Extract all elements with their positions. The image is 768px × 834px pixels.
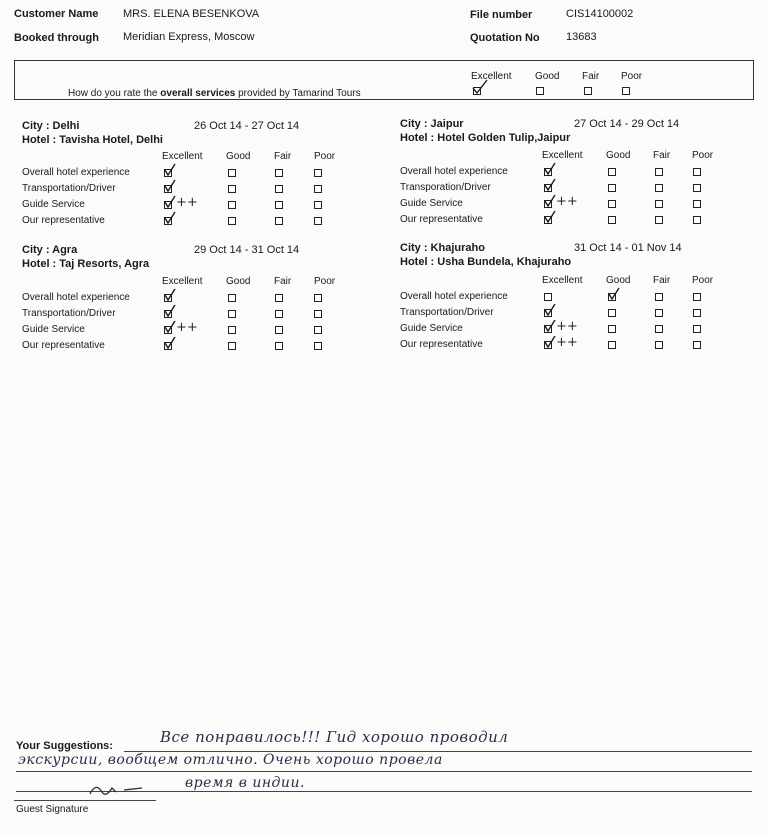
rating-column-fair: Fair	[653, 275, 671, 286]
checkbox-poor[interactable]	[693, 325, 701, 333]
checkbox-fair[interactable]	[275, 185, 283, 193]
suggestions-label: Your Suggestions:	[16, 740, 113, 752]
rating-column-good: Good	[226, 276, 251, 287]
handwritten-plus-note: ++	[556, 319, 578, 334]
checkbox-excellent[interactable]	[164, 342, 172, 350]
rating-column-poor: Poor	[314, 151, 336, 162]
checkbox-good[interactable]	[608, 168, 616, 176]
signature-line	[14, 800, 156, 801]
rating-row-label: Guide Service	[400, 323, 463, 334]
checkbox-good[interactable]	[228, 294, 236, 302]
rating-column-excellent: Excellent	[542, 275, 583, 286]
checkbox-poor[interactable]	[314, 185, 322, 193]
checkbox-excellent[interactable]	[544, 309, 552, 317]
rating-row-label: Transporation/Driver	[400, 182, 491, 193]
overall-services-question	[68, 88, 361, 99]
checkbox-excellent[interactable]	[164, 294, 172, 302]
booked-through-value: Meridian Express, Moscow	[123, 31, 255, 43]
overall-checkbox-fair[interactable]	[584, 87, 592, 95]
checkbox-poor[interactable]	[314, 310, 322, 318]
rating-column-excellent: Excellent	[162, 151, 203, 162]
rating-column-good: Good	[226, 151, 251, 162]
checkbox-poor[interactable]	[693, 184, 701, 192]
city-name: City : Delhi	[22, 120, 80, 132]
handwritten-plus-note: ++	[176, 320, 198, 335]
handwritten-plus-note: ++	[556, 194, 578, 209]
checkbox-excellent[interactable]	[544, 325, 552, 333]
rating-row-label: Overall hotel experience	[22, 292, 130, 303]
rating-row-label: Guide Service	[22, 324, 85, 335]
rating-column-poor: Poor	[692, 275, 714, 286]
rating-column-good: Good	[606, 150, 631, 161]
checkbox-good[interactable]	[608, 309, 616, 317]
file-number-label: File number	[470, 9, 533, 21]
checkbox-good[interactable]	[608, 325, 616, 333]
overall-rating-label-excellent: Excellent	[471, 71, 512, 82]
checkbox-poor[interactable]	[314, 201, 322, 209]
checkbox-excellent[interactable]	[164, 201, 172, 209]
checkbox-poor[interactable]	[693, 168, 701, 176]
checkbox-good[interactable]	[228, 169, 236, 177]
suggestion-line-2	[16, 771, 752, 772]
city-name: City : Agra	[22, 244, 78, 256]
guest-signature-label: Guest Signature	[16, 804, 89, 815]
checkbox-good[interactable]	[228, 310, 236, 318]
city-name: City : Khajuraho	[400, 242, 485, 254]
question-bold: overall services	[160, 88, 236, 99]
checkbox-good[interactable]	[608, 184, 616, 192]
checkbox-poor[interactable]	[693, 309, 701, 317]
file-number-value: CIS14100002	[566, 8, 634, 20]
city-name: City : Jaipur	[400, 118, 464, 130]
rating-row-label: Transportation/Driver	[22, 183, 116, 194]
quotation-no-label: Quotation No	[470, 32, 540, 44]
checkbox-poor[interactable]	[314, 326, 322, 334]
rating-column-excellent: Excellent	[542, 150, 583, 161]
checkbox-poor[interactable]	[693, 200, 701, 208]
checkbox-fair[interactable]	[275, 294, 283, 302]
checkbox-excellent[interactable]	[164, 326, 172, 334]
checkbox-excellent[interactable]	[544, 293, 552, 301]
rating-row-label: Overall hotel experience	[22, 167, 130, 178]
customer-name-label: Customer Name	[14, 8, 99, 20]
checkbox-poor[interactable]	[693, 216, 701, 224]
overall-rating-label-poor: Poor	[621, 71, 643, 82]
checkbox-good[interactable]	[608, 293, 616, 301]
rating-row-label: Guide Service	[22, 199, 85, 210]
rating-row-label: Transportation/Driver	[400, 307, 494, 318]
overall-checkbox-excellent[interactable]	[473, 87, 481, 95]
checkbox-poor[interactable]	[693, 293, 701, 301]
checkbox-fair[interactable]	[655, 325, 663, 333]
checkbox-good[interactable]	[228, 201, 236, 209]
checkbox-fair[interactable]	[655, 200, 663, 208]
checkbox-excellent[interactable]	[544, 168, 552, 176]
rating-row-label: Guide Service	[400, 198, 463, 209]
suggestion-text-line-2: экскурсии, вообщем отлично. Очень хорошо провела	[18, 752, 443, 768]
question-suffix: provided by Tamarind Tours	[235, 88, 361, 99]
hotel-name: Hotel : Hotel Golden Tulip,Jaipur	[400, 132, 571, 144]
rating-row-label: Our representative	[22, 215, 105, 226]
rating-row-label: Our representative	[400, 214, 483, 225]
checkbox-fair[interactable]	[275, 342, 283, 350]
handwritten-plus-note: ++	[176, 195, 198, 210]
rating-row-label: Overall hotel experience	[400, 166, 508, 177]
checkbox-poor[interactable]	[314, 342, 322, 350]
hotel-name: Hotel : Taj Resorts, Agra	[22, 258, 150, 270]
checkbox-poor[interactable]	[314, 217, 322, 225]
stay-dates: 27 Oct 14 - 29 Oct 14	[574, 118, 680, 130]
checkbox-poor[interactable]	[314, 294, 322, 302]
stay-dates: 31 Oct 14 - 01 Nov 14	[574, 242, 682, 254]
checkbox-fair[interactable]	[655, 184, 663, 192]
checkbox-excellent[interactable]	[164, 185, 172, 193]
hotel-name: Hotel : Usha Bundela, Khajuraho	[400, 256, 572, 268]
checkbox-good[interactable]	[228, 342, 236, 350]
checkbox-excellent[interactable]	[544, 184, 552, 192]
rating-row-label: Our representative	[400, 339, 483, 350]
rating-column-poor: Poor	[692, 150, 714, 161]
checkbox-fair[interactable]	[655, 293, 663, 301]
checkbox-poor[interactable]	[693, 341, 701, 349]
overall-rating-label-fair: Fair	[582, 71, 600, 82]
stay-dates: 26 Oct 14 - 27 Oct 14	[194, 120, 300, 132]
rating-column-fair: Fair	[653, 150, 671, 161]
checkbox-good[interactable]	[608, 341, 616, 349]
overall-rating-label-good: Good	[535, 71, 560, 82]
checkbox-fair[interactable]	[275, 217, 283, 225]
checkbox-fair[interactable]	[275, 201, 283, 209]
handwritten-plus-note: ++	[556, 335, 578, 350]
checkbox-fair[interactable]	[655, 216, 663, 224]
checkbox-excellent[interactable]	[164, 169, 172, 177]
checkbox-fair[interactable]	[275, 310, 283, 318]
hotel-name: Hotel : Tavisha Hotel, Delhi	[22, 134, 163, 146]
checkbox-fair[interactable]	[275, 169, 283, 177]
overall-checkbox-good[interactable]	[536, 87, 544, 95]
checkbox-excellent[interactable]	[164, 217, 172, 225]
suggestion-line-3	[16, 791, 752, 792]
checkbox-good[interactable]	[228, 217, 236, 225]
checkbox-good[interactable]	[608, 200, 616, 208]
suggestion-text-line-1: Все понравилось!!! Гид хорошо проводил	[160, 728, 509, 746]
checkbox-excellent[interactable]	[544, 341, 552, 349]
stay-dates: 29 Oct 14 - 31 Oct 14	[194, 244, 300, 256]
checkbox-excellent[interactable]	[544, 216, 552, 224]
rating-column-good: Good	[606, 275, 631, 286]
checkbox-poor[interactable]	[314, 169, 322, 177]
rating-column-excellent: Excellent	[162, 276, 203, 287]
checkbox-fair[interactable]	[655, 309, 663, 317]
guest-signature-scribble	[86, 778, 146, 800]
checkbox-good[interactable]	[228, 185, 236, 193]
checkbox-excellent[interactable]	[164, 310, 172, 318]
rating-row-label: Transportation/Driver	[22, 308, 116, 319]
rating-row-label: Overall hotel experience	[400, 291, 508, 302]
overall-checkbox-poor[interactable]	[622, 87, 630, 95]
checkbox-fair[interactable]	[655, 341, 663, 349]
quotation-no-value: 13683	[566, 31, 597, 43]
customer-name-value: MRS. ELENA BESENKOVA	[123, 8, 260, 20]
checkbox-fair[interactable]	[275, 326, 283, 334]
rating-column-fair: Fair	[274, 151, 292, 162]
suggestion-text-line-3: время в индии.	[185, 775, 305, 791]
rating-column-poor: Poor	[314, 276, 336, 287]
question-prefix: How do you rate the	[68, 88, 161, 99]
booked-through-label: Booked through	[14, 32, 99, 44]
rating-row-label: Our representative	[22, 340, 105, 351]
checkbox-good[interactable]	[228, 326, 236, 334]
rating-column-fair: Fair	[274, 276, 292, 287]
checkbox-good[interactable]	[608, 216, 616, 224]
checkbox-fair[interactable]	[655, 168, 663, 176]
checkbox-excellent[interactable]	[544, 200, 552, 208]
